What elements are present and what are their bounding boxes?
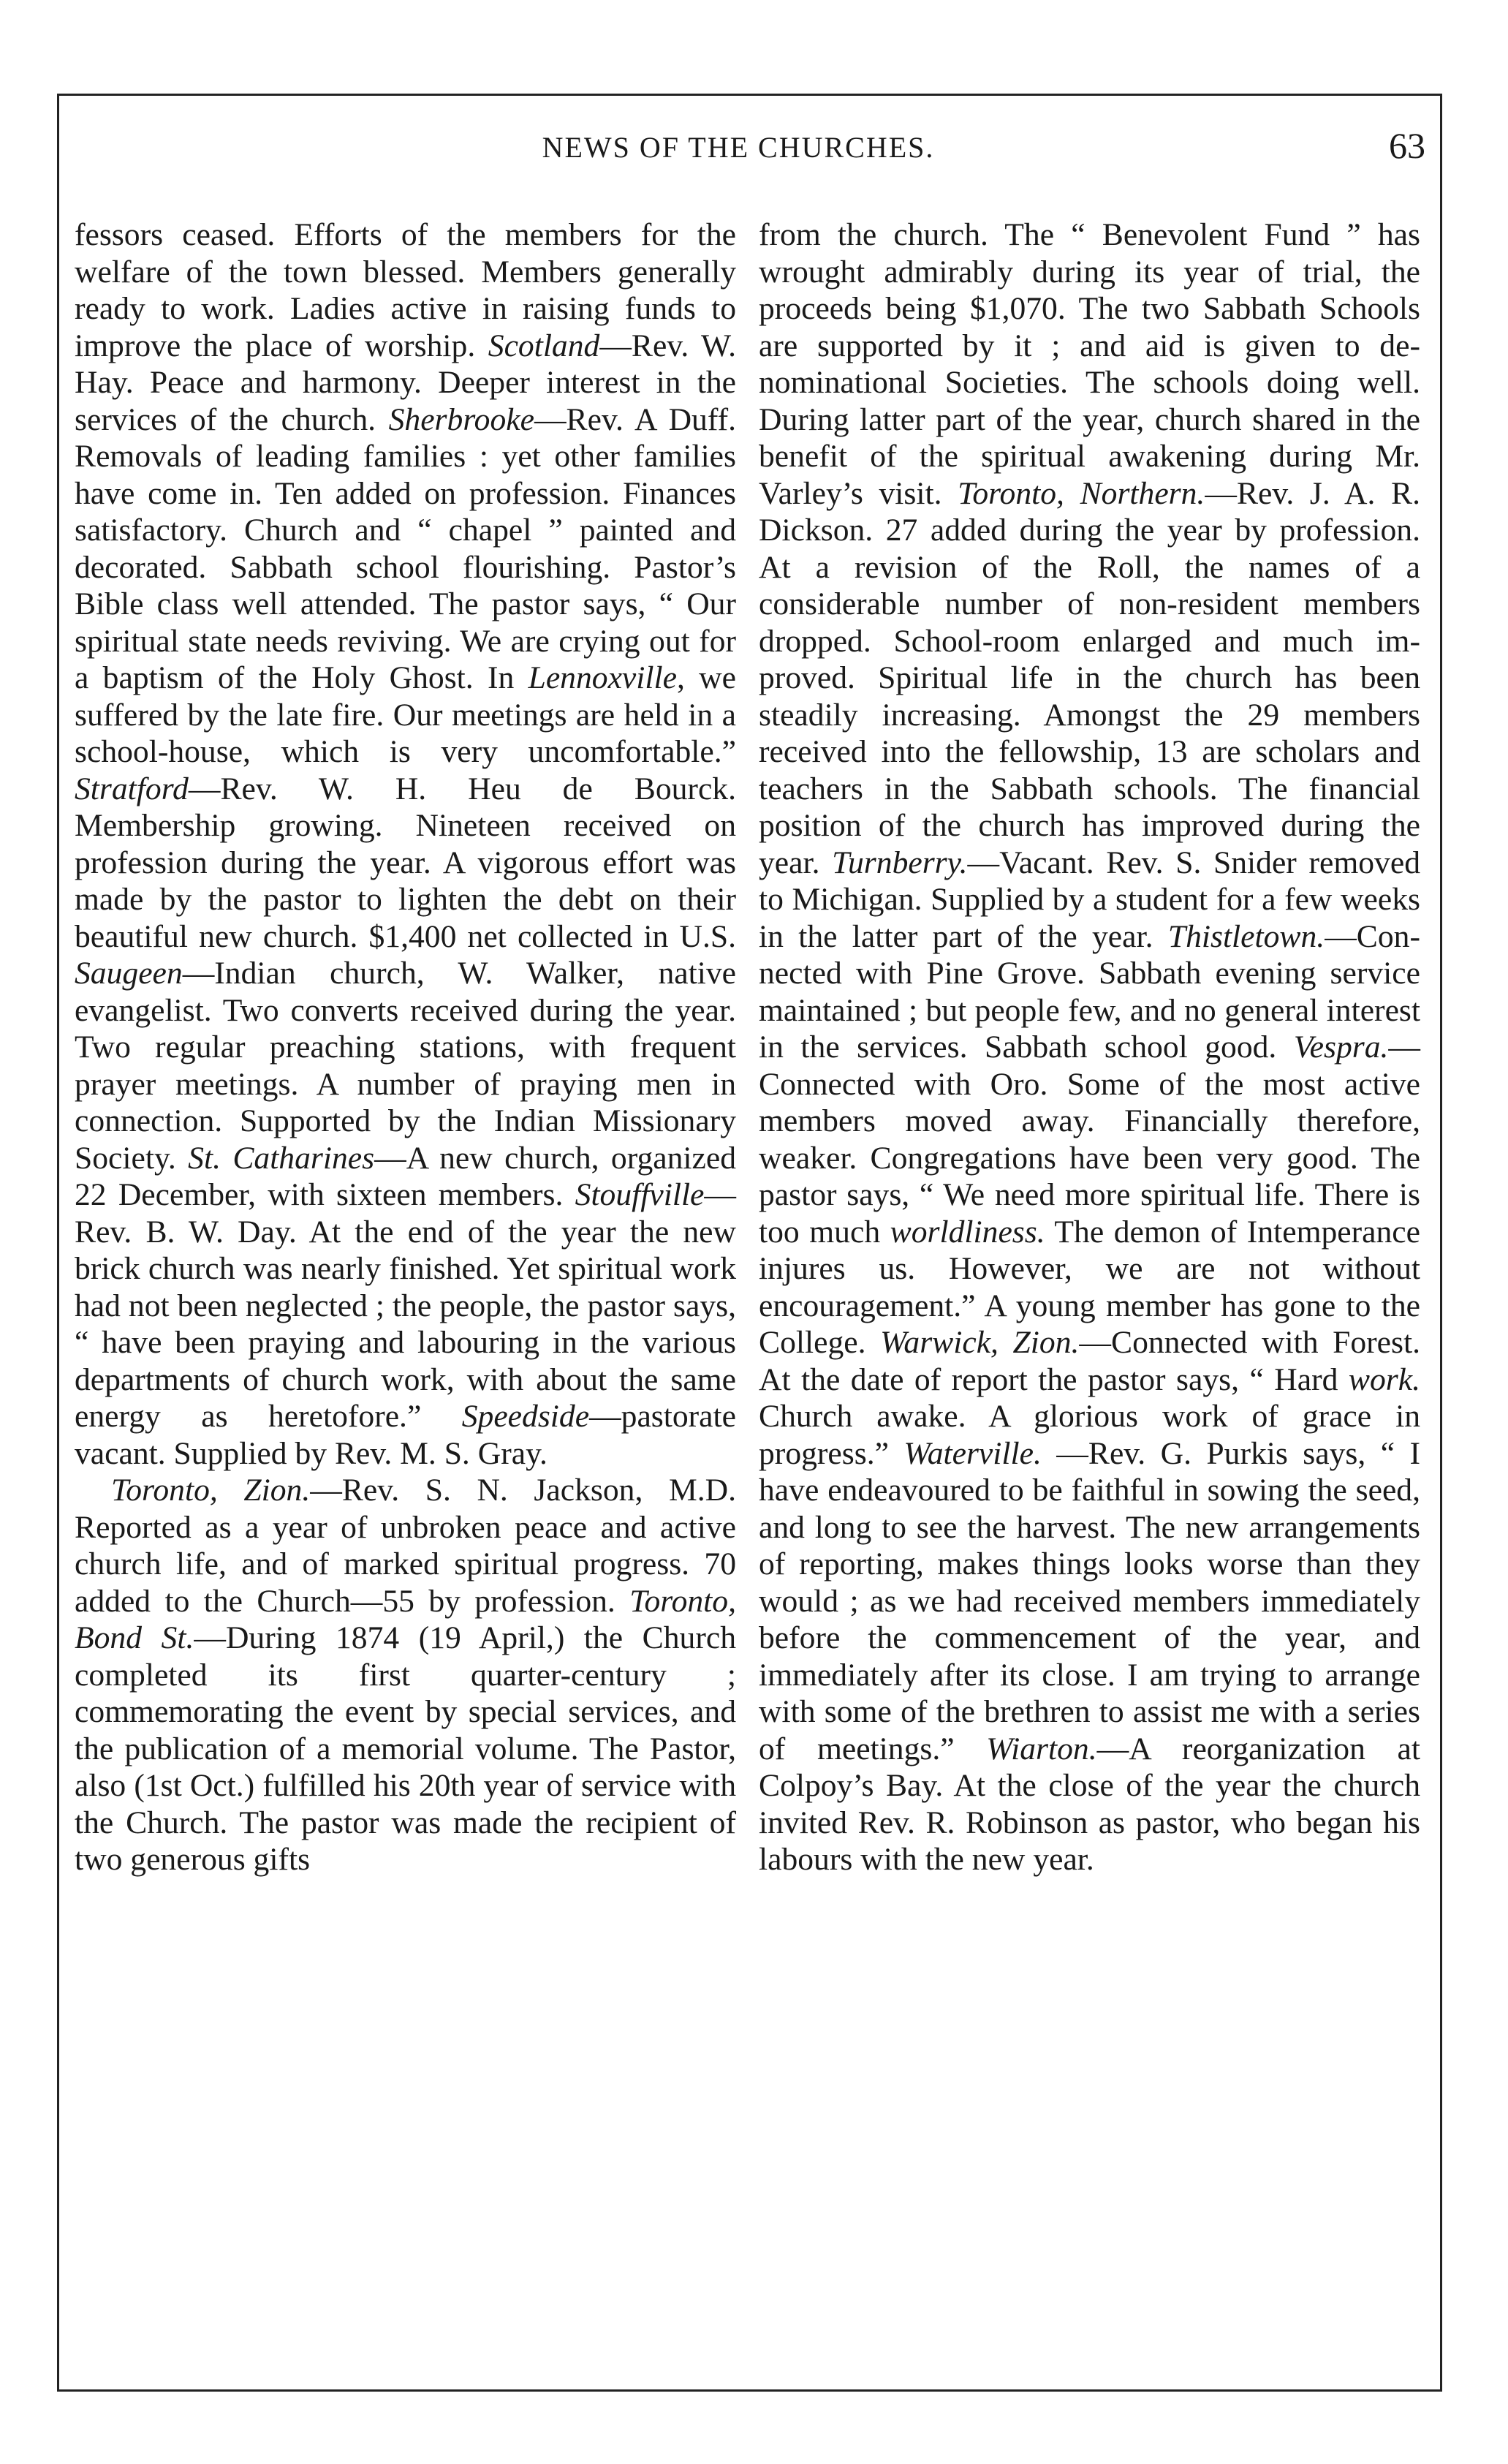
text-run: —Rev. G. Purkis says, “ I have endeavoured to be faithful in sowing the seed, and long to see the harvest. The new arrangements of reporting, makes things looks worse than they would ; as we had received members immediately before the commencement of the year, and immediately after its close. I am trying to arrange with some of the brethren to assist me with a series of meetings.” xyxy=(759,1435,1420,1766)
italic-place-name: St. Catharines xyxy=(188,1140,375,1176)
text-run: —Rev. W. H. Heu de Bourck. Membership growing. Nineteen received on profession during the year. A vigorous effort was made by the pastor to lighten the debt on their beautiful new church. $1,400 net collected in U.S. xyxy=(75,771,736,954)
italic-place-name: Warwick, Zion. xyxy=(880,1325,1080,1360)
italic-place-name: Toronto, Northern. xyxy=(958,475,1205,511)
italic-place-name: work. xyxy=(1348,1361,1420,1397)
text-run: —Connected with Forest. At the date of report the pastor says, “ Hard xyxy=(759,1325,1421,1397)
text-run: from the church. The “ Benevolent Fund ” has wrought admirably during its year of trial, the proceeds being $1,070. The two Sabbath Schools are supported by it ; and aid is given to denominational Societies. The schools doing well. During latter part of the year, church shared in the benefit of the spiritual awakening during Mr. Varley’s visit. xyxy=(759,217,1420,511)
left-paragraph-continued xyxy=(75,216,736,1472)
text-run: —Rev. J. A. R. Dickson. 27 added during the year by profession. At a revision of the Roll, the names of a considerable number of non-resident members dropped. School-room enlarged and much improved. Spiritual life in the church has been steadily increasing. Amongst the 29 members received into the fellowship, 13 are scholars and teachers in the Sabbath schools. The financial position of the church has improved during the year. xyxy=(759,475,1420,880)
text-run: —pastorate vacant. Supplied by Rev. M. S. Gray. xyxy=(75,1399,736,1471)
italic-place-name: Scotland xyxy=(488,328,600,363)
text-run: , we suffered by the late fire. Our meetings are held in a school-house, which is very uncomfortable.” xyxy=(75,660,736,769)
text-run: —Rev. S. N. Jackson, M.D. Reported as a year of unbroken peace and active church life, and of marked spiritual progress. 70 added to the Church—55 by profession. xyxy=(75,1473,736,1619)
italic-place-name: Waterville. xyxy=(903,1435,1042,1471)
italic-place-name: Thistletown. xyxy=(1167,918,1325,954)
text-run: —Indian church, W. Walker, native evangelist. Two converts received during the year. Two regular preaching stations, with frequent prayer meetings. A number of praying men in connection. Supported by the Indian Missionary Society. xyxy=(75,956,736,1176)
italic-place-name: Speedside xyxy=(461,1399,590,1434)
italic-place-name: Sherbrooke xyxy=(388,401,534,437)
text-run: —Connected with Oro. Some of the most active members moved away. Financially therefore, weaker. Congregations have been very good. The pastor says, “ We need more spiritual life. There is too much xyxy=(759,1029,1420,1250)
text-run: The demon of Intemperance injures us. However, we are not without encouragement.” A young member has gone to the College. xyxy=(759,1214,1420,1360)
italic-place-name: Stratford xyxy=(75,771,189,806)
text-run: —Rev. W. Hay. Peace and harmony. Deeper interest in the services of the church. xyxy=(75,328,736,437)
text-run: —Rev. A Duff. Removals of leading families : yet other families have come in. Ten added on profession. Finances satisfactory. Church and “ chapel ” painted and decorated. Sabbath school flourishing. Pastor’s Bible class well attended. The pastor says, “ Our spiritual state needs reviving. We are crying out for a baptism of the Holy Ghost. In xyxy=(75,401,736,695)
running-header: NEWS OF THE CHURCHES. xyxy=(542,131,935,164)
left-column xyxy=(75,216,736,1878)
italic-place-name: Wiarton. xyxy=(986,1731,1097,1766)
italic-place-name: Saugeen xyxy=(75,956,183,991)
text-run: fessors ceased. Efforts of the members for the welfare of the town blessed. Members generally ready to work. Ladies active in raising funds to improve the place of worship. xyxy=(75,217,736,363)
text-run: —A new church, organized 22 December, with sixteen members. xyxy=(75,1140,736,1212)
italic-place-name: Toronto, Bond St. xyxy=(75,1583,736,1655)
text-run: Church awake. A glorious work of grace in progress.” xyxy=(759,1399,1420,1471)
italic-place-name: Stouffville xyxy=(575,1177,705,1212)
page-frame-left-rule xyxy=(57,94,59,2389)
italic-place-name: Turnberry. xyxy=(832,844,968,880)
right-paragraph-continued xyxy=(759,216,1420,1878)
page-frame-bottom-rule xyxy=(57,2389,1442,2392)
italic-place-name: Toronto, Zion. xyxy=(111,1473,311,1508)
text-run: —A reorganization at Colpoy’s Bay. At the close of the year the church invited Rev. R. Robinson as pastor, who began his labours with the new year. xyxy=(759,1731,1420,1877)
page-frame-top-rule xyxy=(57,94,1442,96)
italic-place-name: Vespra. xyxy=(1293,1029,1389,1065)
page-frame-right-rule xyxy=(1440,94,1442,2389)
left-paragraph-toronto-zion xyxy=(75,1472,736,1878)
text-run: —During 1874 (19 April,) the Church completed its first quarter-century ; commemorating the event by special services, and the publication of a memorial volume. The Pastor, also (1st Oct.) fulfilled his 20th year of service with the Church. The pastor was made the recipient of two generous gifts xyxy=(75,1620,736,1877)
italic-place-name: worldliness. xyxy=(890,1214,1045,1250)
italic-place-name: Lennoxville xyxy=(528,660,677,695)
right-column xyxy=(759,216,1420,1878)
page-number: 63 xyxy=(1389,125,1425,166)
text-run: —Rev. B. W. Day. At the end of the year the new brick church was nearly finished. Yet spiritual work had not been neglected ; the people, the pastor says, “ have been praying and labouring in the various departments of church work, with about the same energy as heretofore.” xyxy=(75,1177,736,1434)
text-run: —Vacant. Rev. S. Snider removed to Michigan. Supplied by a student for a few weeks in the latter part of the year. xyxy=(759,844,1420,954)
text-run: —Connected with Pine Grove. Sabbath evening service maintained ; but people few, and no general interest in the services. Sabbath school good. xyxy=(759,918,1420,1065)
